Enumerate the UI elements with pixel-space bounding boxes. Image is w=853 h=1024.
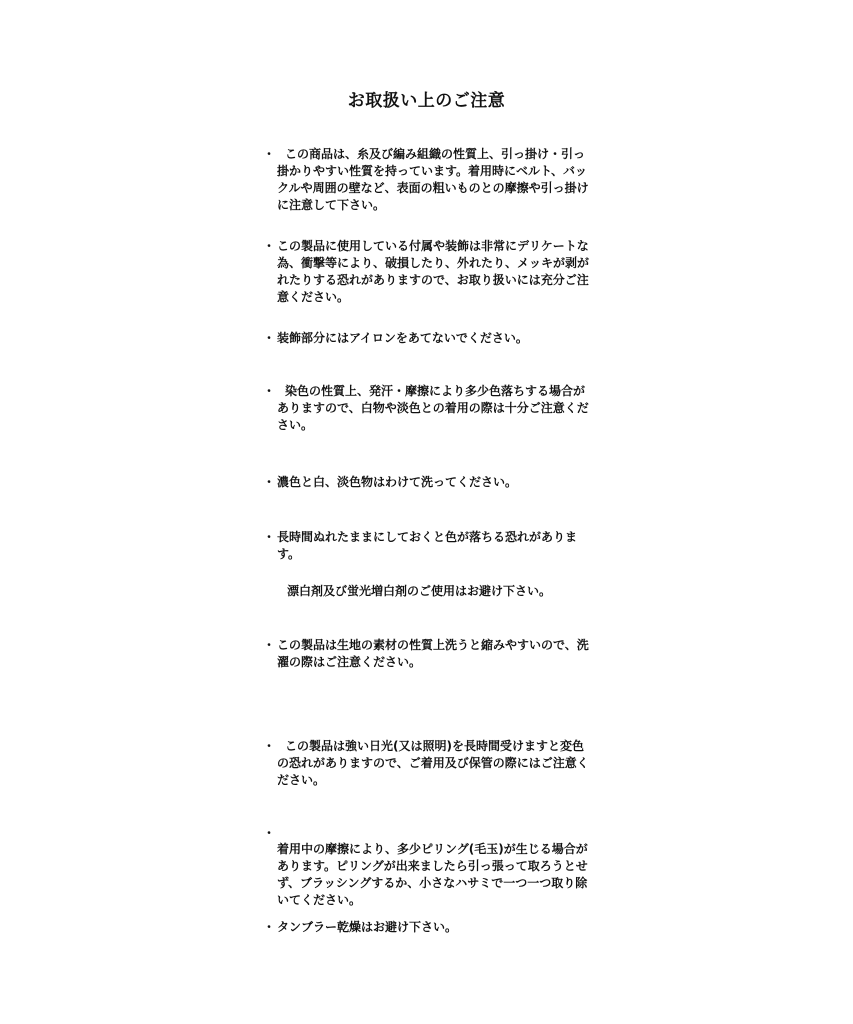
- note-item-9: [263, 738, 593, 789]
- note-item-4: [263, 383, 593, 434]
- page-title: お取扱い上のご注意: [347, 91, 506, 111]
- bullet-icon: ・: [263, 530, 276, 544]
- note-text: この商品は、糸及び編み組織の性質上、引っ掛け・引っ掛かりやすい性質を持っています。着用時にベルト、バックルや周囲の壁など、表面の粗いものとの摩擦や引っ掛けに注意して下さい。: [277, 147, 589, 212]
- note-text: 濃色と白、淡色物はわけて洗ってください。: [277, 475, 518, 489]
- bullet-icon: ・: [263, 147, 276, 161]
- note-item-7: [287, 583, 607, 600]
- note-item-8: [263, 637, 593, 671]
- note-item-2: [263, 238, 593, 306]
- note-text: 染色の性質上、発汗・摩擦により多少色落ちする場合がありますので、白物や淡色との着用の際は十分ご注意ください。: [277, 384, 589, 432]
- bullet-icon: ・: [263, 739, 276, 753]
- note-item-1: [263, 146, 593, 214]
- note-text: 装飾部分にはアイロンをあてないでください。: [277, 331, 528, 345]
- note-text: 長時間ぬれたままにしておくと色が落ちる恐れがあります。: [277, 530, 578, 561]
- bullet-icon: ・: [263, 331, 276, 345]
- bullet-icon: ・: [263, 384, 276, 398]
- bullet-icon: ・: [263, 920, 276, 934]
- bullet-icon: ・: [263, 826, 276, 840]
- note-text: この製品に使用している付属や装飾は非常にデリケートな為、衝撃等により、破損したり、外れたり、メッキが剥がれたりする恐れがありますので、お取り扱いには充分ご注意ください。: [277, 239, 590, 304]
- note-item-5: [263, 474, 593, 491]
- bullet-icon: ・: [263, 638, 276, 652]
- note-item-3: [263, 330, 593, 347]
- note-item-11: [263, 919, 593, 936]
- bullet-icon: ・: [263, 239, 276, 253]
- note-text: タンブラー乾燥はお避け下さい。: [277, 920, 458, 934]
- note-item-10: [263, 825, 593, 909]
- note-text: 漂白剤及び蛍光増白剤のご使用はお避け下さい。: [287, 584, 552, 598]
- note-item-6: [263, 529, 593, 563]
- note-text: この製品は生地の素材の性質上洗うと縮みやすいので、洗濯の際はご注意ください。: [277, 638, 589, 669]
- note-text: この製品は強い日光(又は照明)を長時間受けますと変色の恐れがありますので、ご着用及び保管の際にはご注意ください。: [277, 739, 589, 787]
- bullet-icon: ・: [263, 475, 276, 489]
- note-text: 着用中の摩擦により、多少ピリング(毛玉)が生じる場合があります。ピリングが出来ましたら引っ張って取ろうとせず、ブラッシングするか、小さなハサミで一つ一つ取り除いてください。: [277, 842, 588, 907]
